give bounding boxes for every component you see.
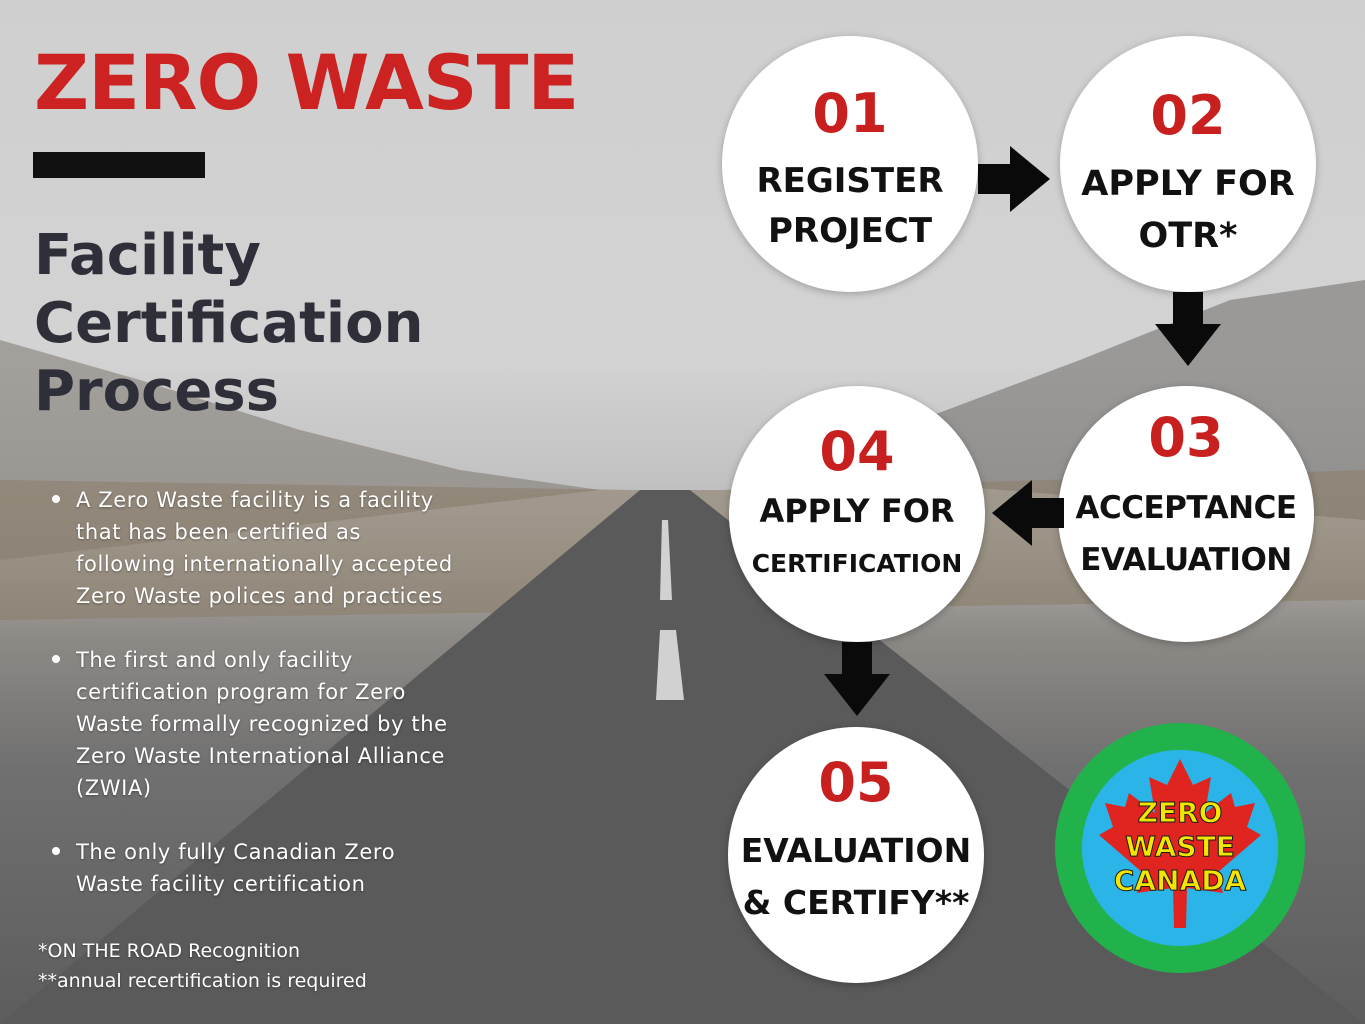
step-label-line: & CERTIFY** xyxy=(742,883,970,922)
bullet-line: that has been certified as xyxy=(76,520,362,544)
footnote-recert: **annual recertification is required xyxy=(38,970,367,992)
step-02-circle xyxy=(1060,36,1316,292)
step-number: 02 xyxy=(1150,84,1226,147)
step-03-circle xyxy=(1058,386,1314,642)
bullet-item xyxy=(46,836,516,900)
bullet-line: certification program for Zero xyxy=(76,680,406,704)
bullet-line: The first and only facility xyxy=(76,648,353,672)
step-label xyxy=(722,156,978,256)
arrow-down-icon xyxy=(824,642,890,716)
bullet-line: Waste facility certification xyxy=(76,872,366,896)
footnote-otr: *ON THE ROAD Recognition xyxy=(38,940,301,962)
bullet-item xyxy=(46,484,516,612)
arrow-left-icon xyxy=(992,480,1064,546)
step-label-line: OTR* xyxy=(1138,216,1238,256)
step-label xyxy=(729,486,985,589)
step-label xyxy=(728,825,984,929)
step-label-line: APPLY FOR xyxy=(1081,164,1295,204)
subtitle-line: Certification xyxy=(34,291,424,356)
step-01-circle xyxy=(722,36,978,292)
step-number: 05 xyxy=(818,751,894,814)
bullet-line: The only fully Canadian Zero xyxy=(76,840,396,864)
step-number: 04 xyxy=(819,420,895,483)
bullet-line: Zero Waste polices and practices xyxy=(76,584,444,608)
step-label xyxy=(1058,482,1314,586)
title-underline xyxy=(33,152,205,178)
subtitle-line: Process xyxy=(34,359,279,424)
step-04-circle xyxy=(729,386,985,642)
step-number: 01 xyxy=(812,82,888,145)
bullet-list xyxy=(46,484,516,932)
bullet-line: following internationally accepted xyxy=(76,552,453,576)
subtitle-line: Facility xyxy=(34,223,261,288)
arrow-down-icon xyxy=(1155,292,1221,366)
step-label-line: EVALUATION xyxy=(1080,542,1292,578)
step-label xyxy=(1060,158,1316,262)
bullet-line: Waste formally recognized by the xyxy=(76,712,448,736)
bullet-line: Zero Waste International Alliance xyxy=(76,744,446,768)
step-label-line: REGISTER xyxy=(756,161,944,201)
logo-text-line: CANADA xyxy=(1113,864,1247,897)
step-label-line: ACCEPTANCE xyxy=(1075,490,1297,526)
arrow-right-icon xyxy=(978,146,1050,212)
subtitle xyxy=(34,222,423,426)
step-05-circle xyxy=(728,727,984,983)
step-number: 03 xyxy=(1148,406,1224,469)
main-title: ZERO WASTE xyxy=(34,38,579,127)
step-label-line: CERTIFICATION xyxy=(751,549,963,578)
step-label-line: PROJECT xyxy=(767,211,933,251)
bullet-item xyxy=(46,644,516,804)
step-label-line: EVALUATION xyxy=(740,831,972,870)
logo-text-line: ZERO xyxy=(1137,796,1223,829)
bullet-line: (ZWIA) xyxy=(76,776,152,800)
bullet-line: A Zero Waste facility is a facility xyxy=(76,488,434,512)
logo-text-line: WASTE xyxy=(1125,830,1235,863)
step-label-line: APPLY FOR xyxy=(759,492,955,530)
